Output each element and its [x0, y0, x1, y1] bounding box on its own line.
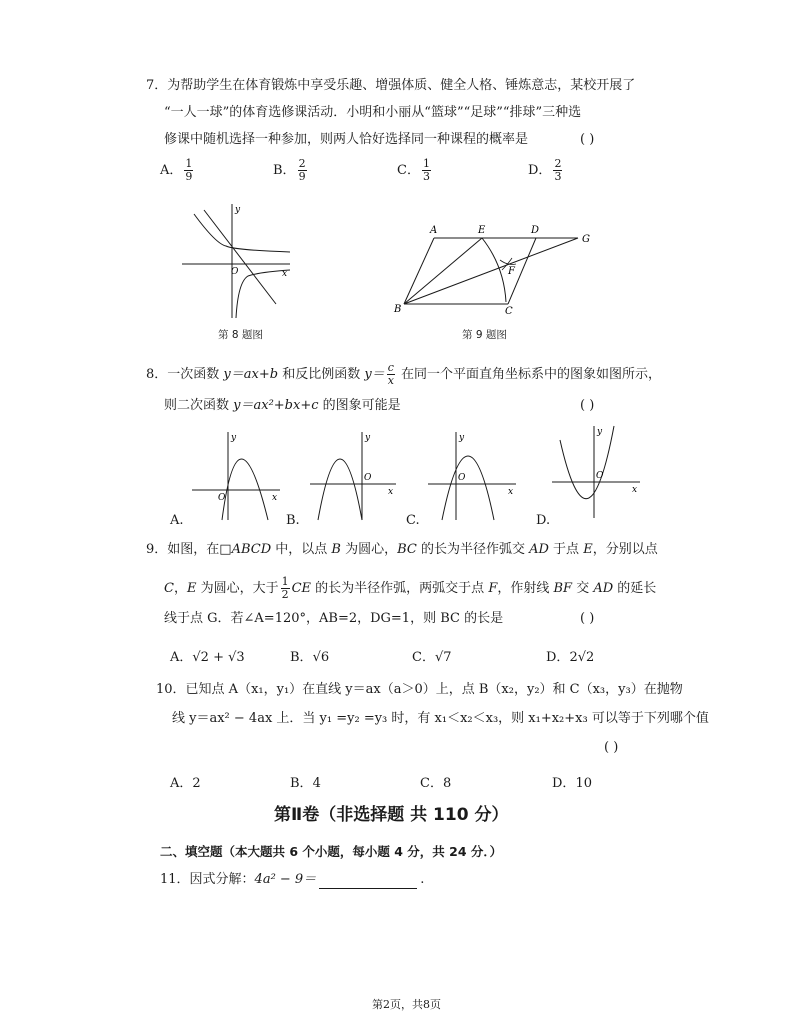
point-g-label: G [582, 234, 590, 245]
q9-option-b: B．√6 [290, 650, 330, 665]
q8-answer-paren: ( ) [580, 398, 595, 413]
q10-answer-paren: ( ) [604, 740, 619, 755]
svg-text:y: y [231, 433, 237, 443]
q9-option-d: D．2√2 [546, 650, 595, 665]
q9-line1: 9．如图，在□ABCD 中，以点 B 为圆心，BC 的长为半径作弧交 AD 于点 E，分别以点 [146, 542, 658, 557]
origin-label: O [231, 267, 239, 277]
q8-graph-b [306, 428, 406, 524]
svg-text:y: y [365, 433, 371, 443]
fraction: $\frac{1}{9}$ [185, 157, 193, 183]
point-c-label: C [505, 306, 513, 316]
svg-text:x: x [388, 487, 394, 497]
section-2-subtitle: 二、填空题（本大题共 6 个小题，每小题 4 分，共 24 分．） [160, 844, 503, 859]
q10-option-a: A．2 [170, 776, 201, 791]
q8-graph-d-label: D. [536, 513, 551, 528]
q11-line: 11．因式分解：4a² − 9＝ . [160, 872, 425, 887]
q10-line1: 10．已知点 A（x₁，y₁）在直线 y＝ax（a＞0）上，点 B（x₂，y₂）和 C（x₃，y₃）在抛物 [156, 682, 683, 697]
q7-line2: “一人一球”的体育选修课活动．小明和小丽从“篮球”“足球”“排球”三种选 [164, 105, 582, 120]
q7-option-d [528, 158, 564, 183]
x-axis-label: x [282, 269, 288, 279]
svg-text:x: x [632, 485, 638, 495]
point-f-label: F [508, 266, 515, 277]
point-b-label: B [394, 304, 402, 315]
fraction: $\frac{2}{3}$ [554, 157, 562, 183]
fraction: $\frac{2}{9}$ [298, 157, 306, 183]
q9-option-c: C．√7 [412, 650, 452, 665]
q8-graph-d [548, 422, 648, 522]
q7-line1: 7．为帮助学生在体育锻炼中享受乐趣、增强体质、健全人格、锤炼意志，某校开展了 [146, 78, 636, 93]
q7-option-a [160, 158, 195, 183]
q7-option-c [397, 158, 433, 183]
q8-graph-a [188, 428, 288, 524]
answer-blank[interactable] [319, 876, 417, 889]
figure-9-diagram [392, 220, 598, 316]
q10-line2: 线 y＝ax² − 4ax 上．当 y₁ =y₂ =y₃ 时，有 x₁＜x₂＜x₃，则 x₁+x₂+x₃ 可以等于下列哪个值 [172, 711, 709, 726]
q10-option-c: C．8 [420, 776, 452, 791]
q9-line3: 线于点 G．若∠A=120°，AB=2，DG=1，则 BC 的长是 [164, 611, 504, 626]
figure-8-graph [176, 200, 296, 322]
svg-text:O: O [218, 493, 226, 503]
q8-line2: 则二次函数 y＝ax²+bx+c 的图象可能是 [164, 398, 401, 413]
q8-graph-c-label: C. [406, 513, 420, 528]
y-axis-label: y [235, 205, 241, 215]
svg-text:y: y [459, 433, 465, 443]
svg-text:y: y [597, 427, 603, 437]
q7-answer-paren: ( ) [580, 132, 595, 147]
q7-line3: 修课中随机选择一种参加，则两人恰好选择同一种课程的概率是 [164, 132, 529, 147]
q8-graph-b-label: B. [286, 513, 300, 528]
svg-text:O: O [596, 471, 604, 481]
svg-text:O: O [364, 473, 372, 483]
svg-text:x: x [508, 487, 514, 497]
q10-option-b: B．4 [290, 776, 321, 791]
option-label: B． [273, 163, 296, 178]
q8-graph-a-label: A. [170, 513, 184, 528]
q7-option-b [273, 158, 309, 183]
option-label: C． [397, 163, 420, 178]
svg-text:x: x [272, 493, 278, 503]
point-a-label: A [430, 225, 438, 236]
q9-option-a: A．√2 + √3 [170, 650, 245, 665]
q10-option-d: D．10 [552, 776, 592, 791]
svg-text:O: O [458, 473, 466, 483]
point-d-label: D [531, 225, 540, 236]
q9-answer-paren: ( ) [580, 611, 595, 626]
q8-graph-c [424, 428, 524, 524]
option-label: A． [160, 163, 183, 178]
figure-8-caption: 第 8 题图 [218, 329, 263, 341]
point-e-label: E [478, 225, 486, 236]
figure-9-caption: 第 9 题图 [462, 329, 507, 341]
page-footer: 第2页，共8页 [372, 998, 441, 1011]
fraction: $\frac{1}{3}$ [422, 157, 430, 183]
option-label: D． [528, 163, 552, 178]
q9-line2: C，E 为圆心，大于 $\frac{1}{2}$ CE 的长为半径作弧，两弧交于点 F，作射线 BF 交 AD 的延长 [164, 575, 657, 601]
q8-line1: 8．一次函数 y＝ax+b 和反比例函数 y＝ $\frac{c}{x}$ 在同一个平面直角坐标系中的图象如图所示， [146, 361, 662, 387]
section-2-title: 第Ⅱ卷（非选择题 共 110 分） [274, 805, 509, 825]
hyperbola-branch-upper [194, 214, 290, 252]
